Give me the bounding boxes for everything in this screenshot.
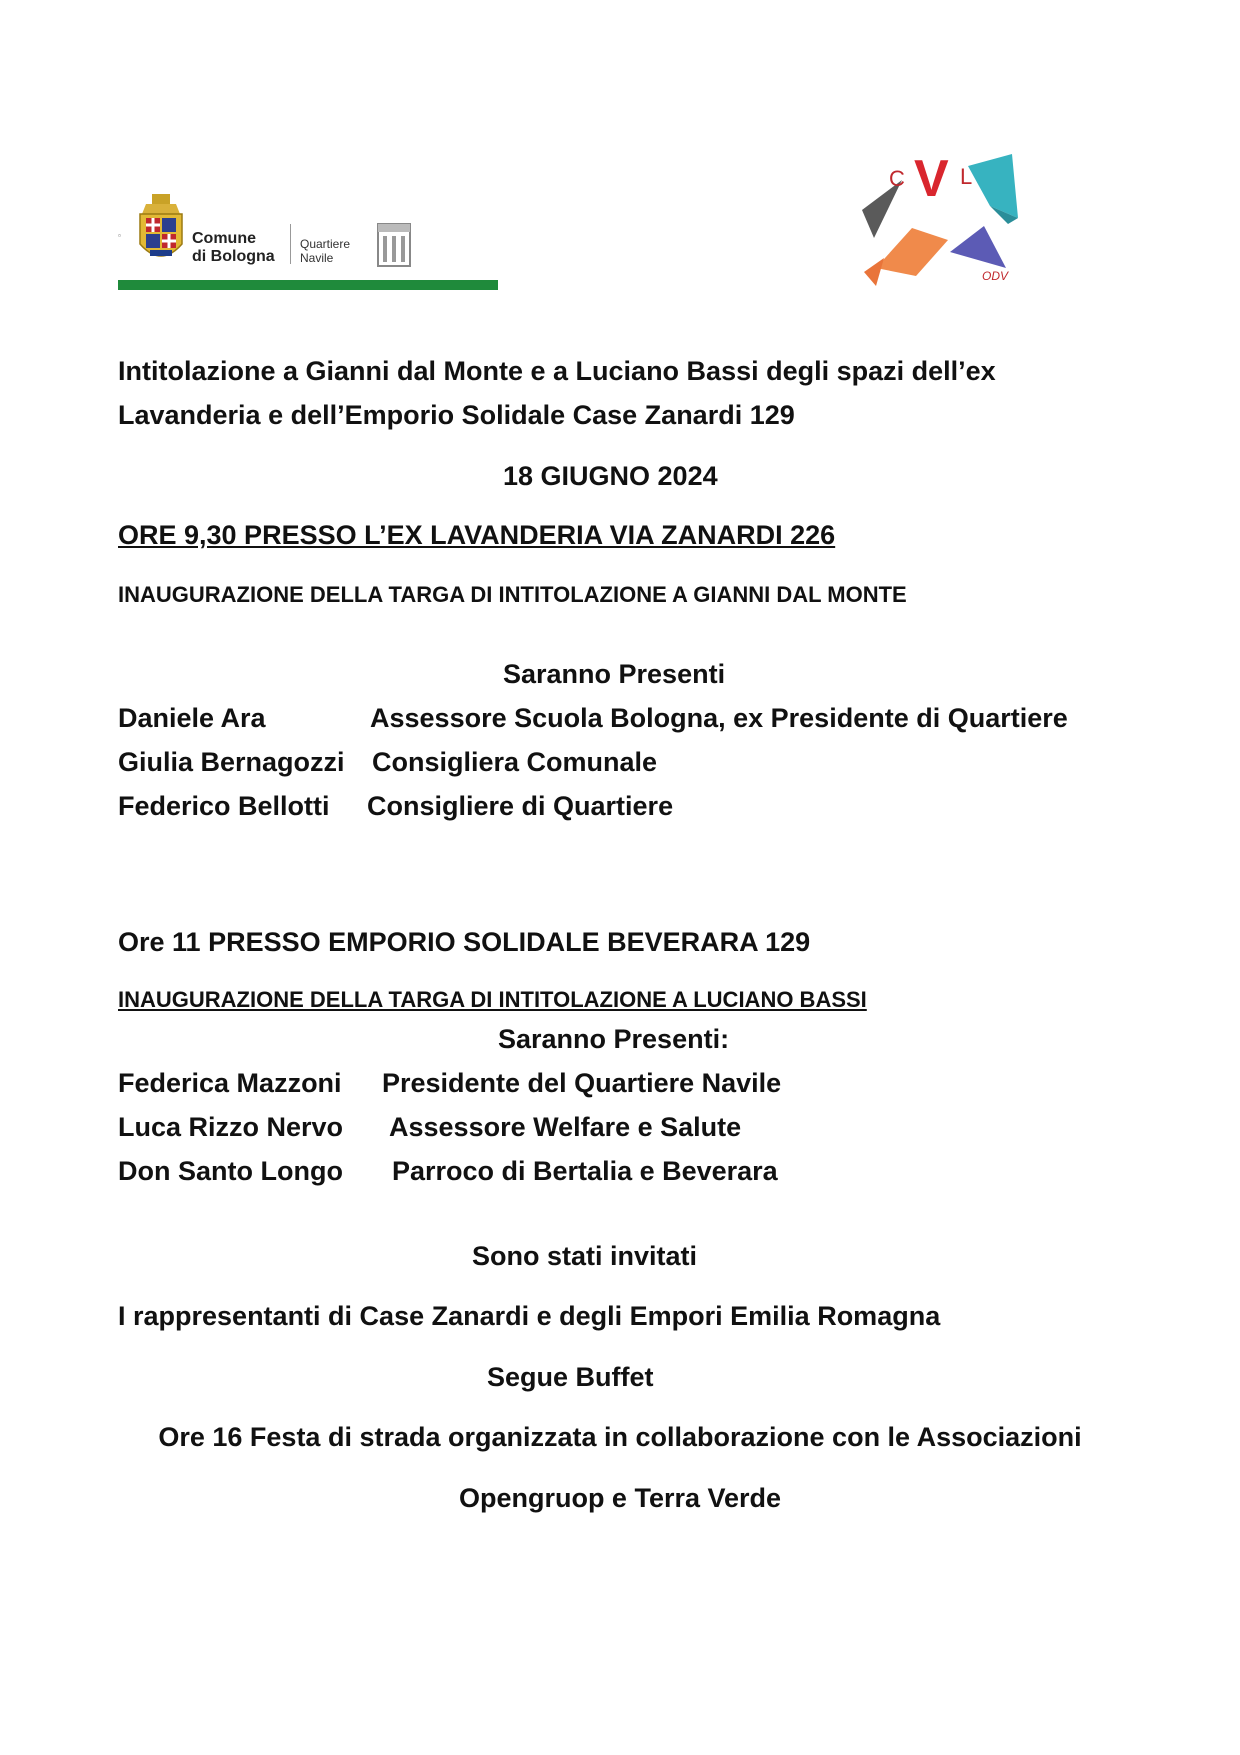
title-line-2: Lavanderia e dell’Emporio Solidale Case Zanardi 129	[118, 400, 795, 430]
event1-heading: ORE 9,30 PRESSO L’EX LAVANDERIA VIA ZANARDI 226	[118, 520, 836, 550]
attendee-name: Federico Bellotti	[118, 791, 330, 821]
attendee-name: Daniele Ara	[118, 703, 266, 733]
bologna-coat-of-arms-icon	[136, 192, 186, 268]
event2-subheading: INAUGURAZIONE DELLA TARGA DI INTITOLAZIONE A LUCIANO BASSI	[118, 987, 867, 1012]
comune-name: Comune di Bologna	[192, 230, 275, 265]
event1-present-label: Saranno Presenti	[503, 659, 726, 689]
attendee-role: Assessore Welfare e Salute	[389, 1112, 742, 1142]
comune-di-bologna-logo: ▫ Comune di Bologna Quartiere Navile	[118, 188, 498, 292]
quartiere-name: Quartiere Navile	[300, 237, 351, 265]
festa-line-1: Ore 16 Festa di strada organizzata in collaborazione con le Associazioni	[158, 1422, 1082, 1452]
event2-heading: Ore 11 PRESSO EMPORIO SOLIDALE BEVERARA 129	[118, 927, 811, 957]
cvl-letter-l: L	[960, 164, 973, 189]
invited-label: Sono stati invitati	[472, 1241, 698, 1271]
attendee-name: Giulia Bernagozzi	[118, 747, 345, 777]
festa-line-2: Opengruop e Terra Verde	[458, 1483, 782, 1513]
buffet-text: Segue Buffet	[487, 1362, 654, 1392]
attendee-role: Assessore Scuola Bologna, ex Presidente di Quartiere	[370, 703, 1068, 733]
event1-subheading: INAUGURAZIONE DELLA TARGA DI INTITOLAZIONE A GIANNI DAL MONTE	[118, 582, 907, 607]
title-line-1: Intitolazione a Gianni dal Monte e a Luciano Bassi degli spazi dell’ex	[118, 356, 996, 386]
attendee-name: Federica Mazzoni	[118, 1068, 342, 1098]
attendee-name: Don Santo Longo	[118, 1156, 343, 1186]
green-bar	[118, 280, 498, 290]
attendee-role: Consigliera Comunale	[372, 747, 658, 777]
cvl-letter-c: C	[889, 166, 905, 191]
logo-divider	[290, 224, 291, 264]
attendee-role: Parroco di Bertalia e Beverara	[392, 1156, 778, 1186]
attendee-role: Presidente del Quartiere Navile	[382, 1068, 782, 1098]
invited-text: I rappresentanti di Case Zanardi e degli Empori Emilia Romagna	[118, 1301, 941, 1331]
attendee-name: Luca Rizzo Nervo	[118, 1112, 344, 1142]
event2-present-label: Saranno Presenti:	[498, 1024, 730, 1054]
attendee-role: Consigliere di Quartiere	[367, 791, 674, 821]
building-icon	[376, 222, 412, 268]
event-date: 18 GIUGNO 2024	[503, 461, 718, 491]
cvl-subtitle: ODV	[982, 269, 1009, 283]
cvl-odv-logo	[856, 148, 1036, 288]
cvl-letter-v: V	[914, 150, 949, 208]
